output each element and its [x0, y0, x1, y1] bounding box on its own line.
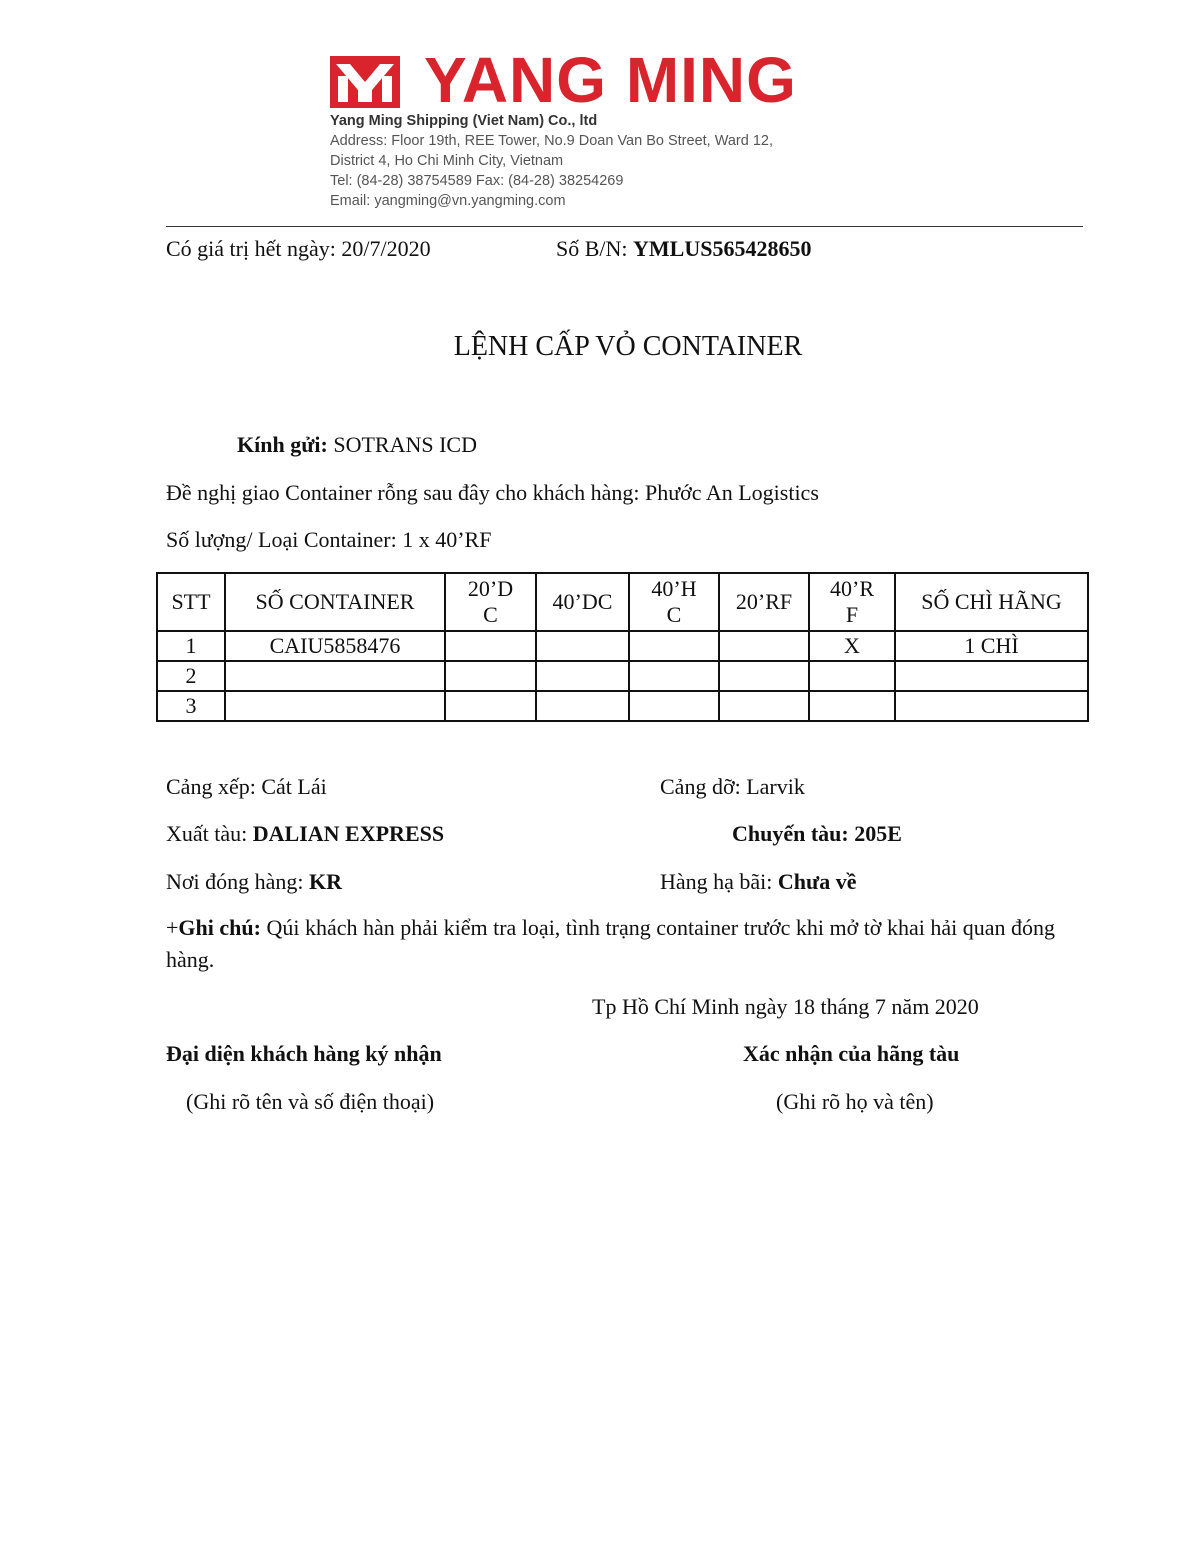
cell-40rf: X — [809, 631, 895, 661]
company-address-line1: Address: Floor 19th, REE Tower, No.9 Doan Van Bo Street, Ward 12, — [330, 133, 774, 149]
company-info — [330, 111, 773, 211]
note-label: Ghi chú: — [178, 915, 261, 940]
header-stt: STT — [157, 573, 225, 631]
cell-40hc — [629, 691, 719, 721]
cell-stt: 1 — [157, 631, 225, 661]
company-name: Yang Ming Shipping (Viet Nam) Co., ltd — [330, 113, 598, 129]
header-seal: SỐ CHÌ HÃNG — [895, 573, 1088, 631]
recipient-value: SOTRANS ICD — [333, 432, 477, 457]
header-40rf: 40’R F — [809, 573, 895, 631]
header-40dc: 40’DC — [536, 573, 629, 631]
company-address-line2: District 4, Ho Chi Minh City, Vietnam — [330, 153, 564, 169]
table-row — [157, 661, 1088, 691]
table-header-row — [157, 573, 1088, 631]
validity-date: 20/7/2020 — [341, 236, 431, 261]
quantity-line: Số lượng/ Loại Container: 1 x 40’RF — [166, 527, 492, 552]
vessel-value: DALIAN EXPRESS — [252, 821, 445, 846]
header-20dc: 20’D C — [445, 573, 536, 631]
cell-40rf — [809, 691, 895, 721]
stuffing-place-line — [166, 869, 342, 895]
cargo-status-line — [660, 869, 857, 895]
container-table — [156, 572, 1089, 722]
cell-seal — [895, 691, 1088, 721]
cell-stt: 2 — [157, 661, 225, 691]
cargo-status-label: Hàng hạ bãi: — [660, 869, 773, 894]
voyage-line — [732, 821, 902, 847]
note-text: Qúi khách hàn phải kiểm tra loại, tình trạng container trước khi mở tờ khai hải quan đóng hàng. — [166, 915, 1055, 972]
cell-seal — [895, 661, 1088, 691]
port-loading-label: Cảng xếp: — [166, 774, 256, 799]
header-20rf: 20’RF — [719, 573, 809, 631]
carrier-signature-title: Xác nhận của hãng tàu — [743, 1041, 960, 1066]
table-row — [157, 631, 1088, 661]
cell-20dc — [445, 631, 536, 661]
cell-40hc — [629, 631, 719, 661]
cell-20rf — [719, 661, 809, 691]
port-loading-value: Cát Lái — [261, 774, 327, 799]
cell-40dc — [536, 691, 629, 721]
cell-container-number — [225, 661, 445, 691]
stuffing-place-label: Nơi đóng hàng: — [166, 869, 304, 894]
document-title: LỆNH CẤP VỎ CONTAINER — [453, 331, 803, 362]
vessel-line — [166, 821, 444, 847]
header-40hc: 40’H C — [629, 573, 719, 631]
cell-40rf — [809, 661, 895, 691]
bn-line — [556, 236, 811, 262]
port-loading-line — [166, 774, 327, 800]
note-prefix: + — [166, 915, 179, 940]
bn-label: Số B/N: — [556, 236, 628, 261]
customer-signature-hint: (Ghi rõ tên và số điện thoại) — [186, 1089, 435, 1114]
carrier-signature-hint: (Ghi rõ họ và tên) — [776, 1089, 934, 1114]
cell-40dc — [536, 661, 629, 691]
table-row — [157, 691, 1088, 721]
header-container-number: SỐ CONTAINER — [225, 573, 445, 631]
cell-container-number: CAIU5858476 — [225, 631, 445, 661]
company-email: Email: yangming@vn.yangming.com — [330, 193, 566, 209]
recipient-label: Kính gửi: — [237, 432, 328, 457]
customer-signature-title: Đại diện khách hàng ký nhận — [166, 1041, 442, 1066]
company-phone-fax: Tel: (84-28) 38754589 Fax: (84-28) 38254269 — [330, 173, 624, 189]
cell-container-number — [225, 691, 445, 721]
validity-line — [166, 236, 431, 262]
voyage-label: Chuyến tàu: — [732, 821, 849, 846]
header-divider — [166, 226, 1083, 227]
cell-20rf — [719, 691, 809, 721]
brand-name: YANG MING — [424, 44, 797, 116]
port-discharge-value: Larvik — [746, 774, 805, 799]
port-discharge-line — [660, 774, 805, 800]
cell-20dc — [445, 661, 536, 691]
request-line: Đề nghị giao Container rỗng sau đây cho khách hàng: Phước An Logistics — [166, 480, 819, 505]
recipient-line — [237, 432, 477, 458]
cargo-status-value: Chưa về — [777, 869, 857, 894]
cell-stt: 3 — [157, 691, 225, 721]
cell-20dc — [445, 691, 536, 721]
stuffing-place-value: KR — [309, 869, 343, 894]
note-block — [166, 912, 1083, 976]
yang-ming-logo-icon — [330, 56, 400, 108]
port-discharge-label: Cảng dỡ: — [660, 774, 741, 799]
cell-seal: 1 CHÌ — [895, 631, 1088, 661]
place-date: Tp Hồ Chí Minh ngày 18 tháng 7 năm 2020 — [592, 994, 979, 1019]
cell-40hc — [629, 661, 719, 691]
cell-40dc — [536, 631, 629, 661]
vessel-label: Xuất tàu: — [166, 821, 248, 846]
validity-label: Có giá trị hết ngày: — [166, 236, 336, 261]
cell-20rf — [719, 631, 809, 661]
bn-number: YMLUS565428650 — [633, 236, 812, 261]
voyage-value: 205E — [854, 821, 902, 846]
